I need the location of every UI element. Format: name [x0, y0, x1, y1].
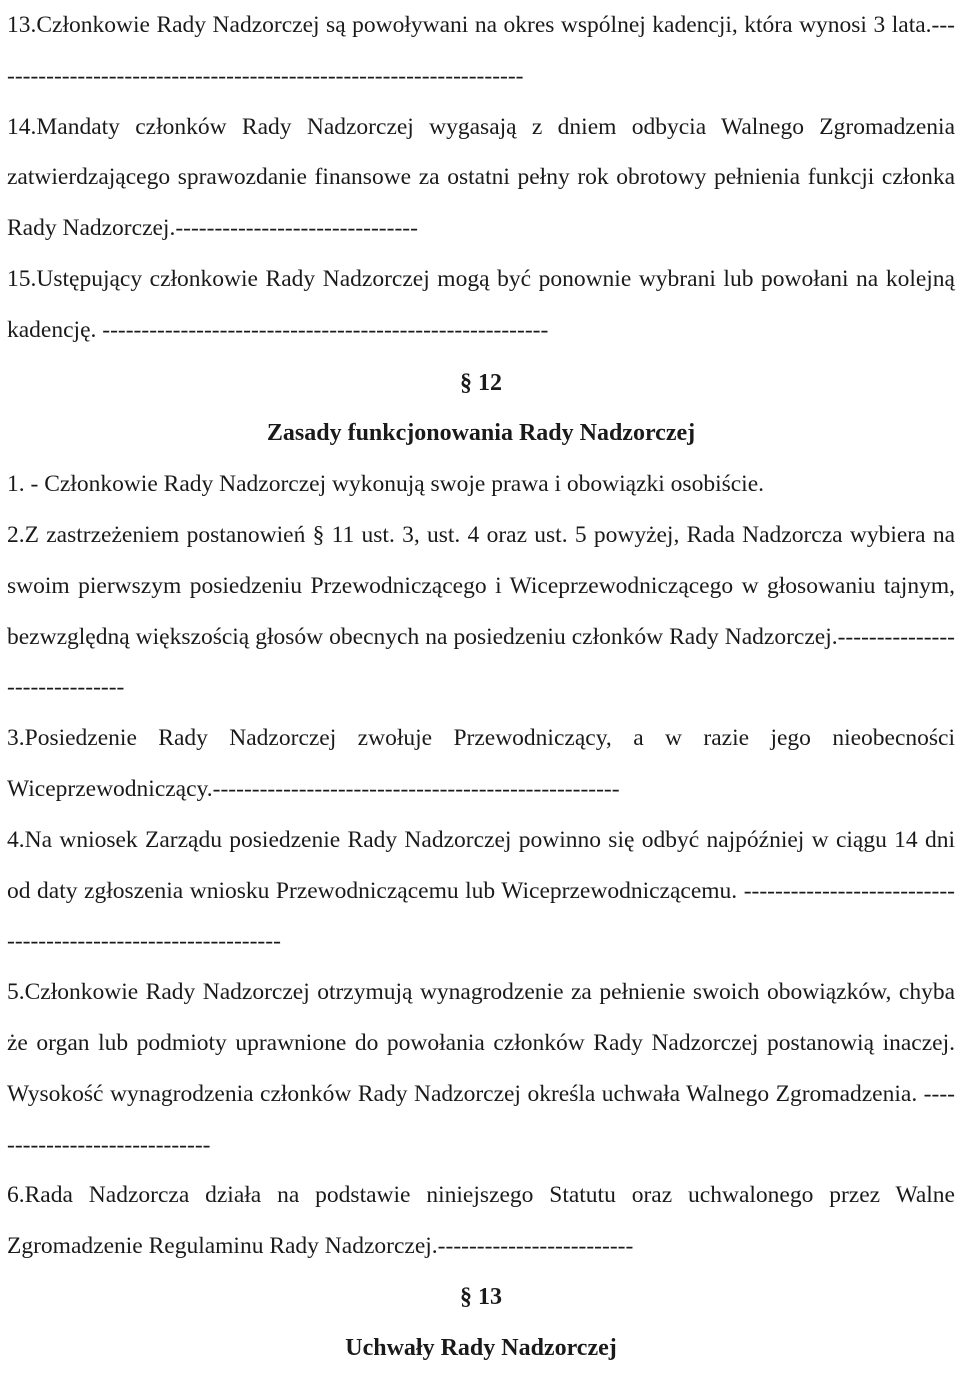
paragraph-14: 14.Mandaty członków Rady Nadzorczej wygasają z dniem odbycia Walnego Zgromadzenia zatwierdzającego sprawozdanie finansowe za ostatni pełny rok obrotowy pełnienia funkcji członka Rady Nadzorczej.------------------------------- — [7, 113, 955, 242]
section-12-paragraph-1: 1. - Członkowie Rady Nadzorczej wykonują swoje prawa i obowiązki osobiście. — [7, 471, 765, 498]
section-12-number: § 12 — [460, 369, 502, 396]
document-page — [7, 0, 955, 1374]
paragraph-15: 15.Ustępujący członkowie Rady Nadzorczej mogą być ponownie wybrani lub powołani na kolejną kadencję. --------------------------------------------------------- — [7, 265, 955, 343]
section-12-paragraph-4: 4.Na wniosek Zarządu posiedzenie Rady Nadzorczej powinno się odbyć najpóźniej w ciągu 14 dni od daty zgłoszenia wniosku Przewodniczącemu lub Wiceprzewodniczącemu. -------------------------------------------------------------- — [7, 826, 955, 955]
section-12-title: Zasady funkcjonowania Rady Nadzorczej — [266, 420, 696, 447]
paragraph-13: 13.Członkowie Rady Nadzorczej są powoływani na okres wspólnej kadencji, która wynosi 3 lata.--------------------------------------------------------------------- — [7, 12, 955, 89]
section-13-number: § 13 — [460, 1283, 502, 1310]
section-13-title: Uchwały Rady Nadzorczej — [345, 1334, 617, 1361]
section-12-paragraph-6: 6.Rada Nadzorcza działa na podstawie niniejszego Statutu oraz uchwalonego przez Walne Zgromadzenie Regulaminu Rady Nadzorczej.------------------------- — [7, 1182, 955, 1260]
section-12-paragraph-5: 5.Członkowie Rady Nadzorczej otrzymują wynagrodzenie za pełnienie swoich obowiązków, chyba że organ lub podmioty uprawnione do powołania członków Rady Nadzorczej postanowią inaczej. Wysokość wynagrodzenia członków Rady Nadzorczej określa uchwała Walnego Zgromadzenia. ------------------------------ — [7, 979, 955, 1158]
section-12-paragraph-3: 3.Posiedzenie Rady Nadzorczej zwołuje Przewodniczący, a w razie jego nieobecności Wiceprzewodniczący.---------------------------------------------------- — [7, 725, 955, 802]
section-12-paragraph-2: 2.Z zastrzeżeniem postanowień § 11 ust. 3, ust. 4 oraz ust. 5 powyżej, Rada Nadzorcza wybiera na swoim pierwszym posiedzeniu Przewodniczącego i Wiceprzewodniczącego w głosowaniu tajnym, bezwzględną większością głosów obecnych na posiedzeniu członków Rady Nadzorczej.------------------------------ — [7, 521, 955, 701]
